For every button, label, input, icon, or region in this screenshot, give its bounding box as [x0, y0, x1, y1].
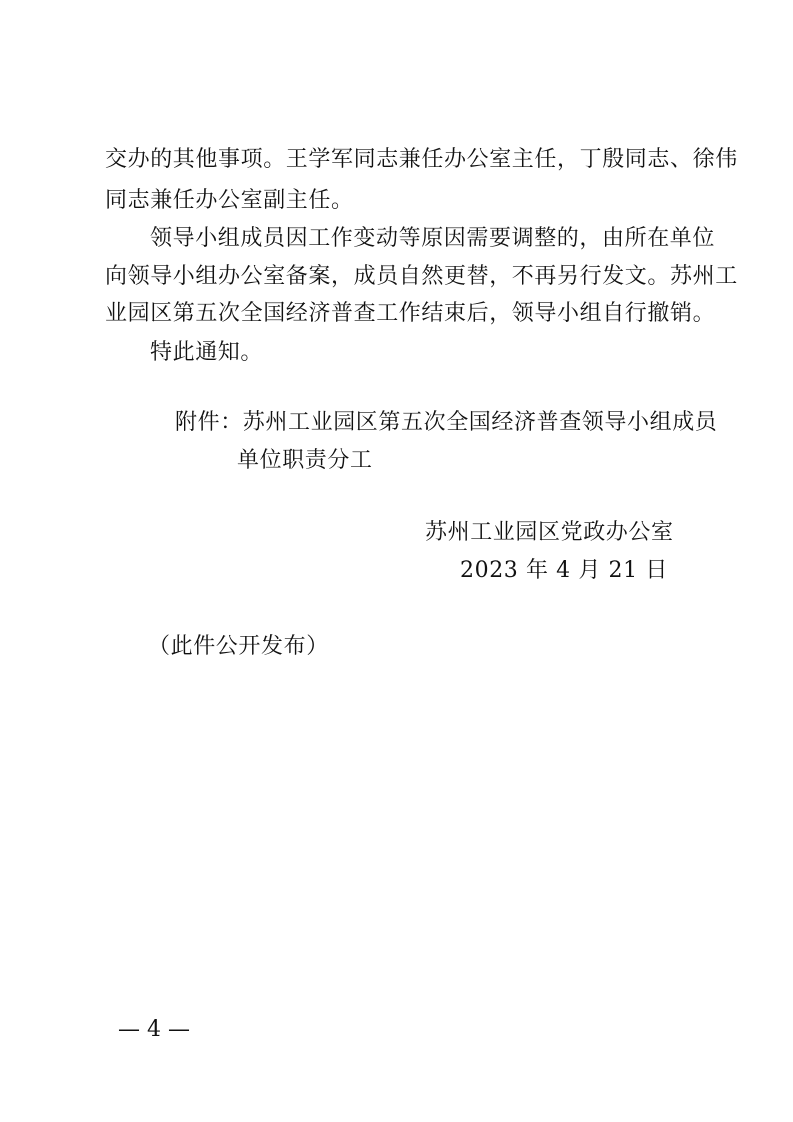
attachment-line-continued: 单位职责分工 [237, 448, 373, 473]
attachment-line: 附件：苏州工业园区第五次全国经济普查领导小组成员 [175, 410, 718, 435]
body-text-line: 领导小组成员因工作变动等原因需要调整的，由所在单位 [150, 226, 716, 251]
body-text-line: 业园区第五次全国经济普查工作结束后，领导小组自行撤销。 [105, 301, 716, 326]
issuer-name: 苏州工业园区党政办公室 [425, 520, 674, 545]
body-text-line: 交办的其他事项。王学军同志兼任办公室主任，丁殷同志、徐伟 [105, 147, 738, 172]
body-text-line: 同志兼任办公室副主任。 [105, 188, 354, 213]
page-number: — 4 — [118, 1017, 190, 1042]
closing-remark: 特此通知。 [150, 340, 264, 365]
body-text-line: 向领导小组办公室备案，成员自然更替，不再另行发文。苏州工 [105, 264, 738, 289]
publication-note: （此件公开发布） [148, 634, 329, 659]
issue-date: 2023 年 4 月 21 日 [460, 558, 668, 583]
